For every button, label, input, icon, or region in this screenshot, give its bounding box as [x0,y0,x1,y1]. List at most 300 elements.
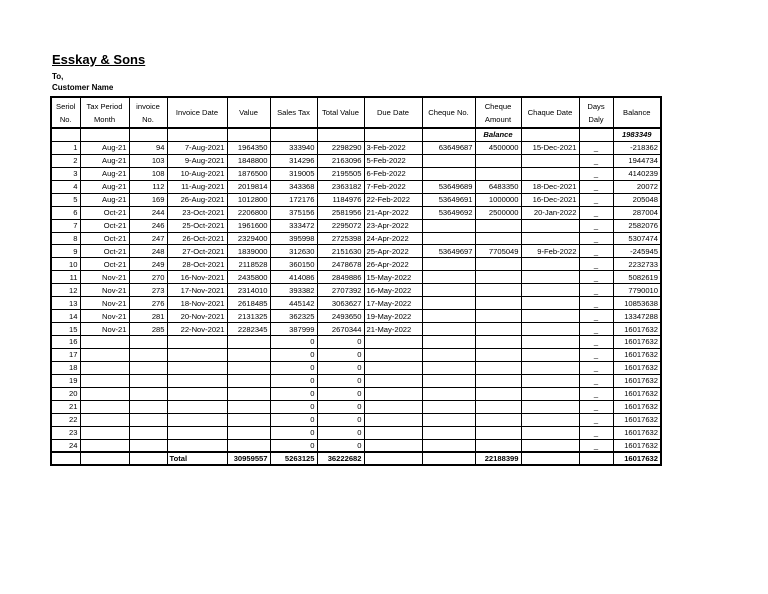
cell-due-date [364,336,422,349]
cell-balance: 2232733 [613,258,661,271]
cell-value: 2019814 [227,180,270,193]
cell-invoice-no: 169 [129,193,167,206]
cell-cheque-date [521,413,579,426]
cell-sales-tax: 0 [270,400,317,413]
cell-total-value: 0 [317,374,364,387]
cell-days-delay: _ [579,336,613,349]
cell-serial-no: 11 [51,271,80,284]
cell-due-date: 25-Apr-2022 [364,245,422,258]
cell-balance: 4140239 [613,167,661,180]
cell-invoice-date [167,374,227,387]
cell-total-value: 3063627 [317,297,364,310]
cell-sales-tax: 0 [270,374,317,387]
cell-cheque-date [521,348,579,361]
cell-balance: 16017632 [613,387,661,400]
cell-invoice-no: 276 [129,297,167,310]
cell-serial-no: 19 [51,374,80,387]
cell-due-date [364,400,422,413]
header-total-value: Total Value [317,97,364,128]
cell-tax-period: Aug-21 [80,167,129,180]
cell-cheque-date [521,167,579,180]
cell-sales-tax: 395998 [270,232,317,245]
cell-days-delay: _ [579,258,613,271]
cell-tax-period: Oct-21 [80,232,129,245]
totals-row [51,452,661,465]
table-row [51,141,661,154]
cell-invoice-date [167,361,227,374]
cell-invoice-no [129,348,167,361]
cell-total-value: 2298290 [317,141,364,154]
cell [167,128,227,141]
cell-value: 1848800 [227,154,270,167]
cell-serial-no: 4 [51,180,80,193]
cell-tax-period: Nov-21 [80,271,129,284]
cell-balance: 16017632 [613,336,661,349]
cell-due-date: 16-May-2022 [364,284,422,297]
cell-sales-tax: 0 [270,387,317,400]
cell-invoice-no: 273 [129,284,167,297]
cell-cheque-no [422,387,475,400]
cell-value [227,439,270,452]
cell [51,128,80,141]
table-row [51,387,661,400]
cell-sales-tax: 0 [270,426,317,439]
cell [579,452,613,465]
cell-due-date: 7-Feb-2022 [364,180,422,193]
cell-total-value: 0 [317,413,364,426]
cell-cheque-amount [475,323,521,336]
cell-serial-no: 10 [51,258,80,271]
cell-cheque-amount [475,361,521,374]
cell-due-date [364,439,422,452]
cell-value: 2618485 [227,297,270,310]
header-value: Value [227,97,270,128]
cell [227,128,270,141]
table-row [51,323,661,336]
cell-due-date: 3-Feb-2022 [364,141,422,154]
table-row [51,297,661,310]
cell-cheque-amount [475,336,521,349]
cell-cheque-amount [475,258,521,271]
header-invoice-date: Invoice Date [167,97,227,128]
cell-days-delay: _ [579,206,613,219]
cell-days-delay: _ [579,387,613,400]
cell-total-value: 2151630 [317,245,364,258]
cell-due-date [364,413,422,426]
cell-days-delay: _ [579,323,613,336]
cell-total-value: 2295072 [317,219,364,232]
cell-value: 2435800 [227,271,270,284]
cell-cheque-no [422,336,475,349]
cell-tax-period [80,413,129,426]
table-row [51,374,661,387]
cell-cheque-date: 20-Jan-2022 [521,206,579,219]
cell [80,452,129,465]
cell-balance: 16017632 [613,400,661,413]
cell-invoice-date: 10-Aug-2021 [167,167,227,180]
table-row [51,206,661,219]
cell-cheque-no [422,258,475,271]
cell-invoice-date: 17-Nov-2021 [167,284,227,297]
cell-value: 1964350 [227,141,270,154]
cell-due-date: 23-Apr-2022 [364,219,422,232]
table-row [51,336,661,349]
cell-due-date: 21-Apr-2022 [364,206,422,219]
cell-serial-no: 23 [51,426,80,439]
header-serial-no: Seriol No. [51,97,80,128]
table-row [51,232,661,245]
table-row [51,439,661,452]
cell [364,128,422,141]
cell-days-delay: _ [579,348,613,361]
cell-value: 2329400 [227,232,270,245]
cell-cheque-date: 9-Feb-2022 [521,245,579,258]
cell-sales-tax: 0 [270,413,317,426]
cell-cheque-date [521,258,579,271]
cell-value: 2118528 [227,258,270,271]
cell-total-value: 0 [317,387,364,400]
cell-balance: 10853638 [613,297,661,310]
cell [521,128,579,141]
cell-invoice-date [167,400,227,413]
cell-due-date: 19-May-2022 [364,310,422,323]
cell-sales-tax: 0 [270,336,317,349]
cell-total-value: 0 [317,348,364,361]
cell-balance: 16017632 [613,348,661,361]
cell-cheque-no [422,271,475,284]
cell-invoice-date: 23-Oct-2021 [167,206,227,219]
total-value-sum: 30959557 [227,452,270,465]
cell-days-delay: _ [579,180,613,193]
cell-days-delay: _ [579,413,613,426]
cell-days-delay: _ [579,400,613,413]
cell-days-delay: _ [579,426,613,439]
cell-balance: 205048 [613,193,661,206]
cell-cheque-no [422,413,475,426]
cell-cheque-no [422,219,475,232]
cell-sales-tax: 0 [270,439,317,452]
cell-days-delay: _ [579,310,613,323]
cell-due-date [364,426,422,439]
cell-cheque-amount [475,154,521,167]
cell-balance: 1944734 [613,154,661,167]
header-cheque-date: Chaque Date [521,97,579,128]
opening-balance-label: Balance [475,128,521,141]
cell-invoice-no [129,426,167,439]
table-row [51,413,661,426]
header-due-date: Due Date [364,97,422,128]
cell-total-value: 2478678 [317,258,364,271]
cell-serial-no: 13 [51,297,80,310]
table-row [51,219,661,232]
table-row [51,258,661,271]
cell-total-value: 0 [317,400,364,413]
cell-cheque-amount [475,271,521,284]
cell-invoice-no: 246 [129,219,167,232]
cell-invoice-no [129,387,167,400]
cell [422,128,475,141]
cell-cheque-date [521,387,579,400]
table-row [51,193,661,206]
table-row [51,271,661,284]
cell-cheque-date [521,154,579,167]
cell-balance: 16017632 [613,439,661,452]
cell-invoice-date: 7-Aug-2021 [167,141,227,154]
cell-balance: -245945 [613,245,661,258]
cell-total-value: 0 [317,426,364,439]
cell-sales-tax: 343368 [270,180,317,193]
cell-invoice-date: 26-Aug-2021 [167,193,227,206]
cell-balance: 13347288 [613,310,661,323]
cell-value [227,400,270,413]
cell-cheque-date [521,310,579,323]
cell-serial-no: 24 [51,439,80,452]
cell [317,128,364,141]
cell-cheque-no [422,374,475,387]
cell-invoice-no [129,400,167,413]
cell-days-delay: _ [579,154,613,167]
cell-total-value: 0 [317,439,364,452]
table-row [51,180,661,193]
cell-cheque-no [422,361,475,374]
total-balance: 16017632 [613,452,661,465]
cell-invoice-no: 247 [129,232,167,245]
header-cheque-no: Cheque No. [422,97,475,128]
cell-balance: 16017632 [613,413,661,426]
table-row [51,361,661,374]
opening-balance-value: 1983349 [613,128,661,141]
cell-serial-no: 18 [51,361,80,374]
cell-total-value: 2195505 [317,167,364,180]
cell [129,452,167,465]
cell-invoice-no: 103 [129,154,167,167]
cell-invoice-date [167,413,227,426]
cell-balance: 2582076 [613,219,661,232]
cell-serial-no: 2 [51,154,80,167]
cell-value [227,426,270,439]
cell-due-date [364,348,422,361]
cell-value: 2131325 [227,310,270,323]
cell-serial-no: 21 [51,400,80,413]
cell-total-value: 2163096 [317,154,364,167]
cell-days-delay: _ [579,374,613,387]
cell-days-delay: _ [579,439,613,452]
cell-due-date: 21-May-2022 [364,323,422,336]
cell-balance: 16017632 [613,426,661,439]
cell-value [227,361,270,374]
cell [422,452,475,465]
cell-cheque-amount [475,387,521,400]
cell-cheque-date [521,271,579,284]
cell-total-value: 0 [317,336,364,349]
cell-value: 2314010 [227,284,270,297]
cell-invoice-no: 112 [129,180,167,193]
cell-cheque-amount [475,310,521,323]
cell [270,128,317,141]
cell-cheque-no: 63649687 [422,141,475,154]
cell-cheque-date [521,297,579,310]
cell-tax-period: Oct-21 [80,219,129,232]
cell-invoice-date: 26-Oct-2021 [167,232,227,245]
cell-value: 1961600 [227,219,270,232]
cell-invoice-date: 22-Nov-2021 [167,323,227,336]
cell-days-delay: _ [579,167,613,180]
cell-cheque-amount [475,400,521,413]
cell-value [227,413,270,426]
cell-serial-no: 17 [51,348,80,361]
cell-sales-tax: 387999 [270,323,317,336]
cell-cheque-amount: 1000000 [475,193,521,206]
cell-value [227,336,270,349]
cell-cheque-no [422,297,475,310]
cell-invoice-no: 108 [129,167,167,180]
cell-sales-tax: 375156 [270,206,317,219]
table-row [51,310,661,323]
cell-sales-tax: 362325 [270,310,317,323]
header-tax-period-month: Tax Period Month [80,97,129,128]
cell-cheque-no [422,154,475,167]
cell-cheque-no [422,284,475,297]
cell-cheque-date [521,323,579,336]
cell-total-value: 2707392 [317,284,364,297]
total-label: Total [167,452,227,465]
cell-days-delay: _ [579,193,613,206]
cell-serial-no: 3 [51,167,80,180]
cell-tax-period: Nov-21 [80,310,129,323]
cell-value: 2282345 [227,323,270,336]
cell-total-value: 1184976 [317,193,364,206]
cell-cheque-no [422,323,475,336]
cell-due-date: 15-May-2022 [364,271,422,284]
cell-serial-no: 16 [51,336,80,349]
cell-sales-tax: 312630 [270,245,317,258]
cell-cheque-amount: 6483350 [475,180,521,193]
cell-tax-period: Aug-21 [80,180,129,193]
cell-invoice-no: 285 [129,323,167,336]
to-label: To, [52,72,64,81]
cell-tax-period: Nov-21 [80,284,129,297]
cell-cheque-amount: 7705049 [475,245,521,258]
cell-serial-no: 6 [51,206,80,219]
total-total-value: 36222682 [317,452,364,465]
cell-value: 1839000 [227,245,270,258]
cell-cheque-amount: 2500000 [475,206,521,219]
cell-total-value: 2670344 [317,323,364,336]
cell-tax-period: Nov-21 [80,323,129,336]
cell-tax-period [80,374,129,387]
table-row [51,284,661,297]
cell-value [227,348,270,361]
cell-value [227,387,270,400]
cell [51,452,80,465]
cell-cheque-date: 18-Dec-2021 [521,180,579,193]
cell-balance: 20072 [613,180,661,193]
cell-cheque-date [521,284,579,297]
cell-cheque-no: 53649697 [422,245,475,258]
ledger-body [51,128,661,452]
cell-days-delay: _ [579,219,613,232]
table-row [51,400,661,413]
cell-balance: 287004 [613,206,661,219]
cell-due-date: 22-Feb-2022 [364,193,422,206]
cell-due-date: 17-May-2022 [364,297,422,310]
cell-balance: 16017632 [613,361,661,374]
cell-days-delay: _ [579,361,613,374]
cell-invoice-no [129,374,167,387]
cell-tax-period [80,400,129,413]
header-row [51,97,661,128]
cell-tax-period [80,439,129,452]
cell-total-value: 2493650 [317,310,364,323]
cell-days-delay: _ [579,141,613,154]
cell-cheque-date [521,426,579,439]
cell-days-delay: _ [579,271,613,284]
cell-cheque-date [521,232,579,245]
cell-tax-period: Nov-21 [80,297,129,310]
cell-cheque-no: 53649692 [422,206,475,219]
cell-tax-period [80,336,129,349]
table-row [51,348,661,361]
cell-cheque-no [422,232,475,245]
cell-tax-period [80,426,129,439]
cell-serial-no: 14 [51,310,80,323]
cell-balance: 16017632 [613,374,661,387]
header-days-delay: Days Daly [579,97,613,128]
table-row [51,167,661,180]
cell-serial-no: 20 [51,387,80,400]
cell-serial-no: 8 [51,232,80,245]
cell-cheque-no [422,439,475,452]
cell-cheque-no [422,426,475,439]
total-sales-tax: 5263125 [270,452,317,465]
cell-cheque-amount [475,439,521,452]
cell-due-date: 5-Feb-2022 [364,154,422,167]
cell-tax-period: Aug-21 [80,154,129,167]
cell [129,128,167,141]
cell-cheque-date: 16-Dec-2021 [521,193,579,206]
cell-tax-period: Aug-21 [80,193,129,206]
cell-cheque-date [521,400,579,413]
table-row [51,154,661,167]
cell-due-date [364,387,422,400]
cell-sales-tax: 314296 [270,154,317,167]
cell-cheque-amount [475,297,521,310]
cell-sales-tax: 445142 [270,297,317,310]
cell-serial-no: 1 [51,141,80,154]
cell-sales-tax: 319005 [270,167,317,180]
cell-cheque-date [521,439,579,452]
cell-invoice-date: 9-Aug-2021 [167,154,227,167]
cell-cheque-date [521,374,579,387]
cell-cheque-date [521,219,579,232]
cell-total-value: 2725398 [317,232,364,245]
cell-balance: 7790010 [613,284,661,297]
cell-cheque-amount [475,426,521,439]
cell [579,128,613,141]
cell-total-value: 2363182 [317,180,364,193]
cell [364,452,422,465]
cell [80,128,129,141]
cell-invoice-date: 11-Aug-2021 [167,180,227,193]
cell-due-date [364,361,422,374]
cell-cheque-date: 15-Dec-2021 [521,141,579,154]
company-name: Esskay & Sons [52,52,146,67]
cell-cheque-amount [475,348,521,361]
cell-tax-period: Aug-21 [80,141,129,154]
cell-balance: 5307474 [613,232,661,245]
cell-invoice-no [129,413,167,426]
cell-cheque-amount [475,374,521,387]
